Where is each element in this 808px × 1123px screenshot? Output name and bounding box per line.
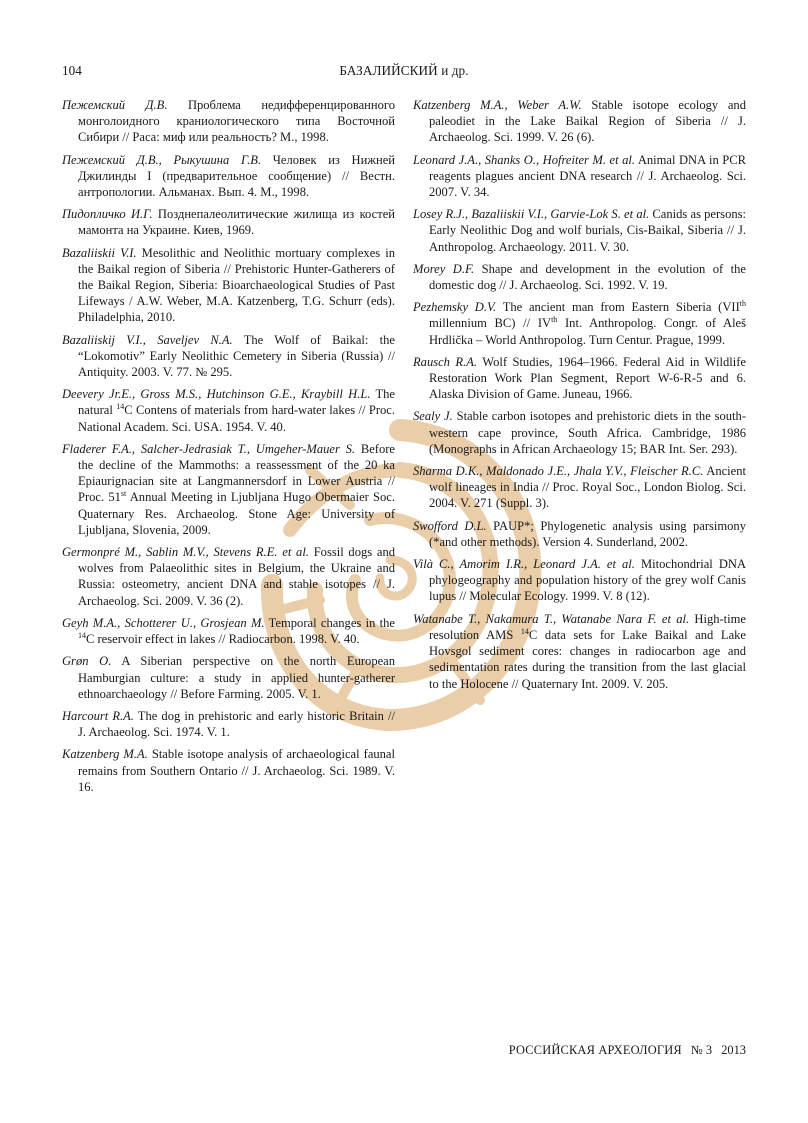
reference-author: Sharma D.K., Maldonado J.E., Jhala Y.V., Fleischer R.C.	[413, 464, 704, 479]
reference-author: Vilà C., Amorim I.R., Leonard J.A. et al.	[413, 557, 635, 572]
reference-item	[62, 206, 395, 238]
reference-text: C reservoir effect in lakes // Radiocarbon. 1998. V. 40.	[86, 632, 360, 647]
superscript: 14	[78, 630, 86, 640]
reference-item	[62, 746, 395, 795]
reference-item	[62, 544, 395, 609]
reference-item	[413, 152, 746, 201]
reference-author: Geyh M.A., Schotterer U., Grosjean M.	[62, 615, 265, 630]
reference-item	[413, 261, 746, 293]
superscript: 14	[116, 402, 125, 412]
reference-item	[413, 299, 746, 348]
reference-text: C data sets for Lake Baikal and Lake Hovsgol sediment cores: changes in radiocarbon age and sedimentation rates during the transition from the last glacial to the Holocene // Quaternary Int. 2009. V. 205.	[429, 627, 746, 691]
reference-author: Sealy J.	[413, 409, 453, 424]
reference-author: Rausch R.A.	[413, 354, 477, 369]
reference-author: Watanabe T., Nakamura T., Watanabe Nara F. et al.	[413, 611, 690, 626]
reference-item	[62, 708, 395, 740]
page-footer	[400, 1043, 746, 1061]
reference-text: A Siberian perspective on the north European Hamburgian culture: a study in applied hunter-gatherer ethnoarchaeology // Before Farming. 2005. V. 1.	[78, 654, 396, 701]
reference-item	[413, 463, 746, 512]
references-right-column	[413, 97, 746, 698]
reference-text: Shape and development in the evolution of the domestic dog // J. Archaeolog. Sci. 1992. V. 19.	[429, 261, 746, 293]
reference-author: Germonpré M., Sablin M.V., Stevens R.E. et al.	[62, 545, 309, 560]
reference-text: Int. Anthropolog. Congr. of Aleš Hrdlička – World Anthropolog. Turn Centur. Prague, 1999.	[429, 316, 747, 347]
reference-author: Harcourt R.A.	[62, 708, 134, 723]
reference-text: millennium BC) // IV	[429, 316, 552, 331]
journal-issue: № 3	[690, 1043, 713, 1057]
reference-text: Stable isotope analysis of archaeological faunal remains from Southern Ontario // J. Archaeolog. Sci. 1989. V. 16.	[78, 747, 395, 794]
reference-author: Pezhemsky D.V.	[413, 300, 497, 315]
reference-text: Stable isotope ecology and paleodiet in the Lake Baikal Region of Siberia // J. Archaeolog. Sci. 1999. V. 26 (6).	[429, 98, 746, 145]
reference-text: Проблема недифференцированного монголоидного краниологического типа Восточной Сибири // Раса: миф или реальность? М., 1998.	[78, 98, 395, 145]
reference-author: Пежемский Д.В.	[62, 98, 168, 112]
reference-text: High-time resolution AMS	[429, 611, 746, 642]
reference-item	[413, 354, 746, 403]
reference-item	[413, 556, 746, 605]
journal-year: 2013	[721, 1043, 746, 1057]
reference-text: The dog in prehistoric and early historic Britain // J. Archaeolog. Sci. 1974. V. 1.	[78, 708, 395, 740]
reference-author: Morey D.F.	[413, 261, 475, 276]
superscript: 14	[520, 626, 529, 636]
reference-author: Leonard J.A., Shanks O., Hofreiter M. et al.	[413, 152, 635, 167]
reference-item	[413, 518, 746, 550]
reference-item	[62, 332, 395, 381]
reference-author: Bazaliiskii V.I.	[62, 245, 137, 260]
reference-item	[62, 97, 395, 146]
superscript: th	[739, 299, 746, 309]
page-header	[62, 63, 746, 81]
reference-item	[413, 408, 746, 457]
reference-text: Mesolithic and Neolithic mortuary complexes in the Baikal region of Siberia // Prehistoric Hunter-Gatherers of the Baikal Region, Siberia: Bioarchaeological Studies of Past Lifeways / A.W. Weber, M.A. Katzenberg, T.G. Schurr (eds). Philadelphia, 2010.	[78, 245, 395, 325]
reference-text: Человек из Нижней Джилинды I (предварительное сообщение) // Вестн. антропологии. Альманах. Вып. 4. М., 1998.	[78, 152, 395, 200]
references-left-column	[62, 97, 395, 801]
reference-author: Bazaliiskij V.I., Saveljev N.A.	[62, 332, 233, 347]
reference-text: Stable carbon isotopes and prehistoric diets in the south-western cape province, South Africa. Cambridge, 1986 (Monographs in African Archaeology 15; BAR Int. Ser. 293).	[429, 409, 746, 456]
reference-text: Temporal changes in the	[264, 615, 396, 630]
reference-text: Animal DNA in PCR reagents plagues ancient DNA research // J. Archaeolog. Sci. 2007. V. 34.	[429, 152, 746, 200]
reference-author: Losey R.J., Bazaliiskii V.I., Garvie-Lok S. et al.	[413, 207, 650, 222]
page-number: 104	[62, 63, 82, 78]
superscript: th	[551, 315, 558, 325]
superscript: st	[120, 489, 127, 499]
reference-author: Fladerer F.A., Salcher-Jedrasiak T., Umgeher-Mauer S.	[62, 441, 356, 456]
reference-text: Ancient wolf lineages in India // Proc. Royal Soc., London Biolog. Sci. 2004. V. 271 (Suppl. 3).	[429, 464, 746, 511]
reference-text: PAUP*; Phylogenetic analysis using parsimony (*and other methods). Version 4. Sunderland, 2002.	[429, 518, 746, 549]
reference-author: Пидопличко И.Г.	[62, 207, 153, 222]
reference-item	[62, 386, 395, 435]
reference-text: Mitochondrial DNA phylogeography and population history of the grey wolf Canis lupus // Molecular Ecology. 1999. V. 8 (12).	[429, 557, 746, 604]
reference-author: Пежемский Д.В., Рыкушина Г.В.	[62, 152, 262, 167]
reference-author: Katzenberg M.A., Weber A.W.	[413, 98, 582, 112]
reference-item	[62, 152, 395, 201]
reference-text: The Wolf of Baikal: the “Lokomotiv” Early Neolithic Cemetery in Siberia (Russia) // Antiquity. 2003. V. 77. № 295.	[78, 332, 395, 380]
reference-author: Katzenberg M.A.	[62, 747, 148, 762]
reference-author: Deevery Jr.E., Gross M.S., Hutchinson G.E., Kraybill H.L.	[62, 387, 371, 402]
reference-text: Fossil dogs and wolves from Palaeolithic sites in Belgium, the Ukraine and Russia: osteometry, ancient DNA and stable isotopes // J. Archaeolog. Sci. 2009. V. 36 (2).	[78, 545, 395, 608]
reference-item	[62, 441, 395, 538]
reference-item	[413, 611, 746, 692]
reference-text: Before the decline of the Mammoths: a reassessment of the 20 ka Epiaurignacian site at Langmannersdorf in Lower Austria // Proc. 51	[78, 441, 395, 505]
reference-author: Swofford D.L.	[413, 518, 487, 533]
reference-text: The natural	[78, 387, 395, 418]
reference-text: C Contens of materials from hard-water lakes // Proc. National Academ. Sci. USA. 1954. V. 40.	[78, 403, 395, 434]
reference-item	[62, 653, 395, 702]
reference-text: The ancient man from Eastern Siberia (VII	[496, 300, 740, 315]
reference-author: Grøn O.	[62, 654, 112, 669]
reference-item	[413, 97, 746, 146]
reference-text: Annual Meeting in Ljubljana Hugo Obermaier Soc. Quaternary Res. Archaeolog. Stone Age: University of Ljubljana, Slovenia, 2009.	[78, 490, 395, 537]
reference-item	[62, 245, 395, 326]
reference-item	[413, 206, 746, 255]
reference-item	[62, 615, 395, 647]
reference-text: Canids as persons: Early Neolithic Dog and wolf burials, Cis-Baikal, Siberia // J. Anthropolog. Archaeology. 2011. V. 30.	[429, 207, 746, 254]
journal-name: РОССИЙСКАЯ АРХЕОЛОГИЯ	[508, 1043, 682, 1057]
running-title: БАЗАЛИЙСКИЙ и др.	[339, 63, 469, 78]
reference-text: Wolf Studies, 1964–1966. Federal Aid in Wildlife Restoration Work Plan Segment, Report W-6-R-5 and 6. Alaska Division of Game. Juneau, 1966.	[429, 354, 746, 402]
reference-text: Позднепалеолитические жилища из костей мамонта на Украине. Киев, 1969.	[78, 207, 395, 238]
